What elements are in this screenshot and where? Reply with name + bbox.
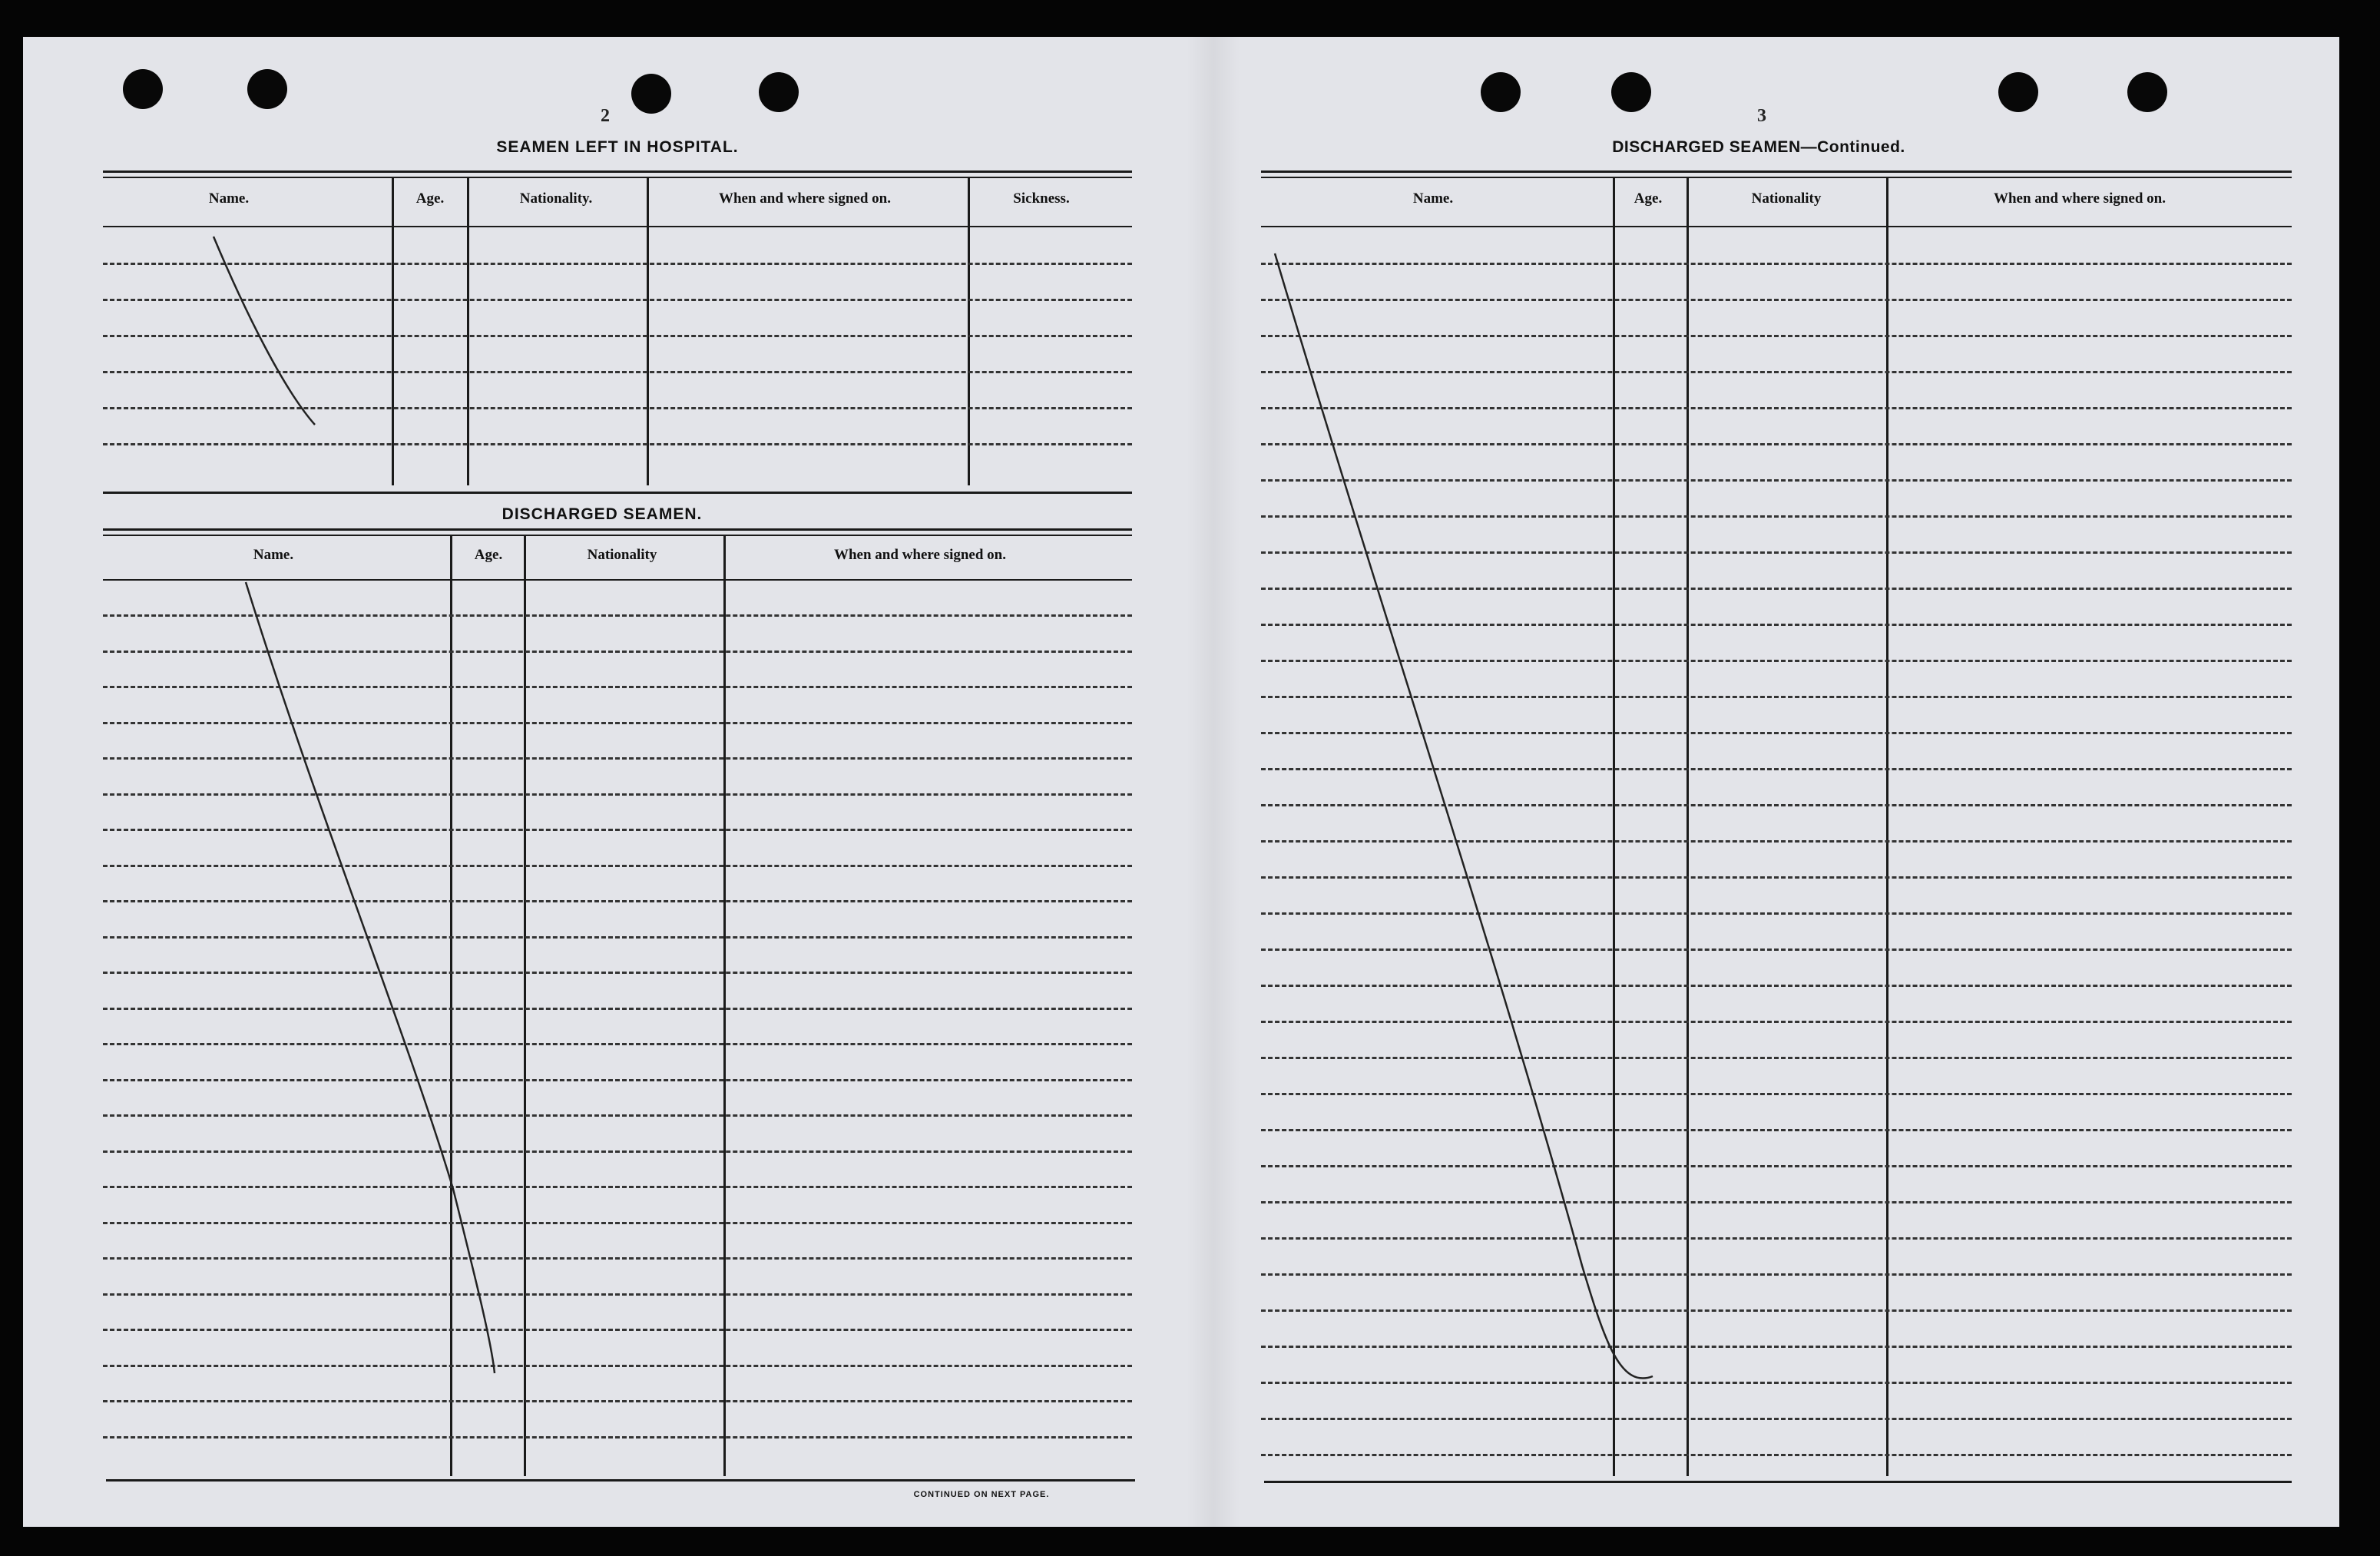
- cancel-stroke-right: [1275, 253, 1653, 1379]
- cancel-stroke-discharged: [246, 582, 495, 1373]
- right-col-name: Name.: [1412, 190, 1454, 207]
- discharged-col-nationality: Nationality: [587, 547, 657, 563]
- discharged-col-name: Name.: [253, 547, 294, 563]
- hospital-section-title: SEAMEN LEFT IN HOSPITAL.: [496, 138, 739, 156]
- form-sheet: [23, 37, 2339, 1527]
- cancel-strokes: [23, 37, 2339, 1527]
- left-page-number: 2: [601, 106, 610, 126]
- hospital-col-name: Name.: [208, 190, 250, 207]
- right-col-nationality: Nationality: [1751, 190, 1822, 207]
- discharged-section-title: DISCHARGED SEAMEN.: [501, 505, 703, 523]
- hospital-col-age: Age.: [415, 190, 445, 207]
- hospital-col-nationality: Nationality.: [519, 190, 593, 207]
- continued-note: CONTINUED ON NEXT PAGE.: [913, 1490, 1050, 1499]
- discharged-col-age: Age.: [474, 547, 503, 563]
- discharged-continued-title: DISCHARGED SEAMEN—Continued.: [1612, 138, 1905, 156]
- right-col-age: Age.: [1634, 190, 1663, 207]
- right-page-number: 3: [1757, 106, 1766, 126]
- discharged-col-when-where: When and where signed on.: [833, 547, 1007, 563]
- cancel-stroke-hospital: [214, 237, 315, 425]
- right-col-when-where: When and where signed on.: [1993, 190, 2166, 207]
- hospital-col-when-where: When and where signed on.: [718, 190, 892, 207]
- hospital-col-sickness: Sickness.: [1013, 190, 1070, 207]
